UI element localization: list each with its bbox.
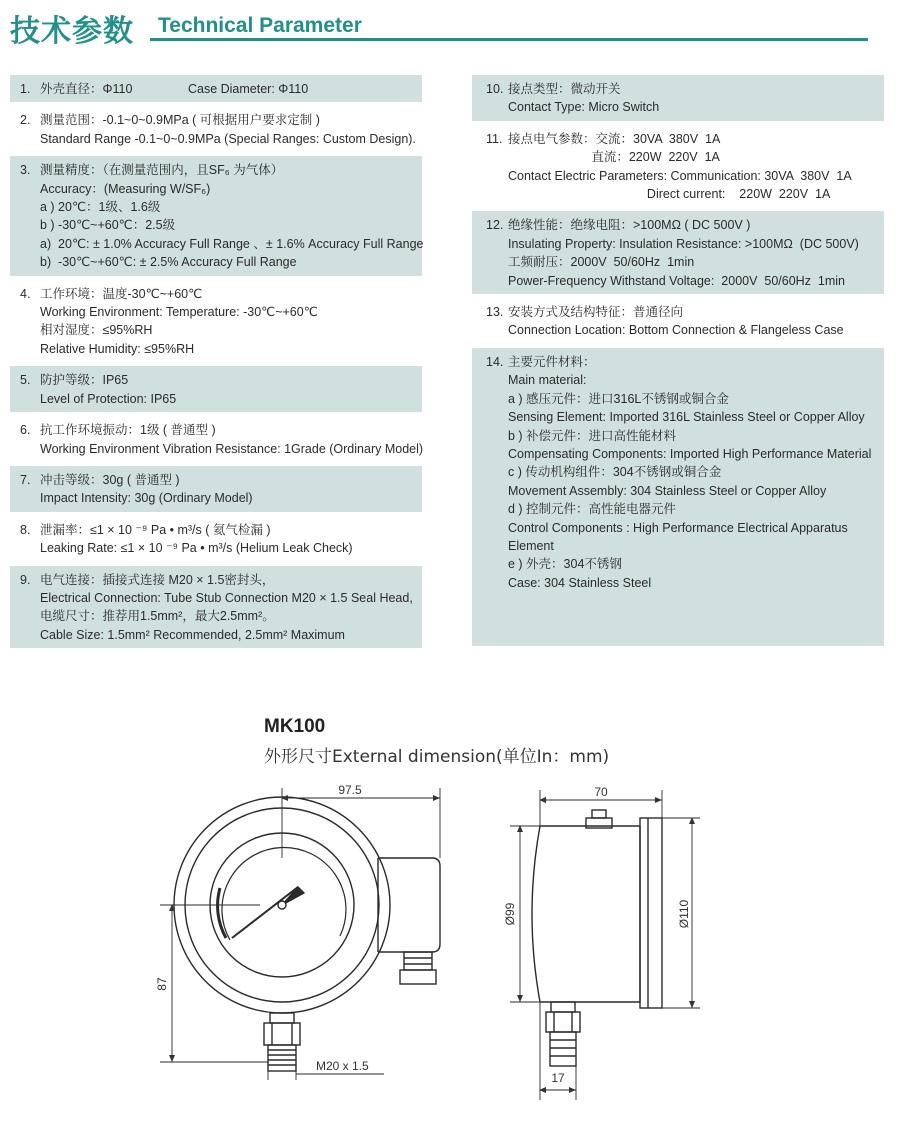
model-title: MK100 <box>264 716 326 737</box>
spec-item <box>472 348 884 646</box>
spec-item-line: b ) -30℃~+60℃：2.5级 <box>40 218 176 233</box>
dim-stem-label: 17 <box>551 1071 565 1085</box>
spec-item-line: b ) 补偿元件：进口高性能材料 <box>508 428 677 443</box>
spec-column-right <box>472 75 884 650</box>
header-title-en: Technical Parameter <box>158 14 362 37</box>
spec-item-number: 4. <box>20 286 31 301</box>
front-view-gauge <box>174 797 440 1071</box>
spec-item-line: 接点电气参数：交流：30VA 380V 1A <box>508 131 721 146</box>
spec-item <box>10 75 422 102</box>
spec-item-line: Control Components : High Performance Electrical Apparatus <box>508 520 848 535</box>
spec-item-number: 10. <box>486 82 504 96</box>
spec-item-number: 9. <box>20 572 31 587</box>
spec-item-line: 外壳直径：Φ110 Case Diameter: Φ110 <box>40 82 309 96</box>
spec-item-number: 2. <box>20 113 31 128</box>
spec-item <box>10 366 422 412</box>
spec-item-line: Contact Type: Micro Switch <box>508 100 660 115</box>
spec-item <box>10 466 422 512</box>
spec-item-line: Direct current: 220W 220V 1A <box>508 187 831 202</box>
spec-item-line: Compensating Components: Imported High Performance Material <box>508 446 872 461</box>
spec-item-line: 电气连接：插接式连接 M20 × 1.5密封头， <box>40 572 275 587</box>
spec-item-number: 11. <box>486 131 503 146</box>
dim-case-label: Ø99 <box>503 902 517 926</box>
spec-item-line: a ) 20℃：1级、1.6级 <box>40 200 161 215</box>
spec-item-line: Power-Frequency Withstand Voltage: 2000V 50/60Hz 1min <box>508 273 845 288</box>
spec-item-line: 主要元件材料： <box>508 354 596 369</box>
spec-item-line: 工作环境：温度-30℃~+60℃ <box>40 286 203 301</box>
spec-item-line: Main material: <box>508 373 587 388</box>
spec-item <box>10 416 422 462</box>
dim-flange-label: Ø110 <box>677 899 691 929</box>
spec-item-line: b) -30℃~+60℃: ± 2.5% Accuracy Full Range <box>40 255 297 270</box>
spec-item <box>10 516 422 562</box>
spec-item-line: Working Environment Vibration Resistance: 1Grade (Ordinary Model) <box>40 441 424 456</box>
spec-item-number: 6. <box>20 423 31 438</box>
spec-column-left <box>10 75 422 652</box>
front-view-dimensions <box>160 788 440 1080</box>
spec-item-line: 电缆尺寸：推荐用1.5mm²，最大2.5mm²。 <box>40 609 275 624</box>
spec-item-line: Standard Range -0.1~0~0.9MPa (Special Ranges: Custom Design). <box>40 131 416 146</box>
spec-item-line: Cable Size: 1.5mm² Recommended, 2.5mm² Maximum <box>40 627 345 642</box>
spec-item-line: Impact Intensity: 30g (Ordinary Model) <box>40 491 253 506</box>
spec-item-line: Leaking Rate: ≤1 × 10 ⁻⁹ Pa • m³/s (Helium Leak Check) <box>40 541 353 556</box>
spec-item-line: 绝缘性能：绝缘电阻：>100MΩ ( DC 500V ) <box>508 218 751 233</box>
spec-item-line: Electrical Connection: Tube Stub Connection M20 × 1.5 Seal Head, <box>40 590 413 605</box>
spec-item-line: Working Environment: Temperature: -30℃~+60℃ <box>40 305 318 320</box>
spec-item <box>472 298 884 344</box>
dim-width-label: 97.5 <box>338 783 362 797</box>
spec-item-line: Accuracy：(Measuring W/SF₆) <box>40 181 211 196</box>
spec-item-line: 抗工作环境振动：1级 ( 普通型 ) <box>40 423 216 438</box>
spec-item-number: 7. <box>20 472 31 487</box>
header <box>0 0 900 48</box>
spec-item-line: Insulating Property: Insulation Resistance: >100MΩ (DC 500V) <box>508 236 859 251</box>
spec-item <box>472 211 884 294</box>
spec-item-line: e ) 外壳：304不锈钢 <box>508 557 622 572</box>
spec-item-line: Level of Protection: IP65 <box>40 391 177 406</box>
header-underline <box>150 38 868 41</box>
spec-item-number: 13. <box>486 305 504 320</box>
spec-item-line: 测量精度：（在测量范围内，且SF₆ 为气体） <box>40 163 284 178</box>
spec-item <box>10 106 422 152</box>
spec-item-number: 12. <box>486 218 504 233</box>
side-view-dimensions <box>510 790 700 1100</box>
spec-item-line: 工频耐压：2000V 50/60Hz 1min <box>508 255 695 270</box>
dim-depth-label: 70 <box>594 785 608 799</box>
dim-height-label: 87 <box>155 977 169 991</box>
spec-item-line: 测量范围：-0.1~0~0.9MPa ( 可根据用户要求定制 ) <box>40 113 320 128</box>
spec-item-line: Case: 304 Stainless Steel <box>508 575 652 590</box>
spec-item-number: 5. <box>20 373 31 388</box>
spec-item <box>10 156 422 275</box>
spec-item <box>10 566 422 649</box>
spec-item-line: Contact Electric Parameters: Communication: 30VA 380V 1A <box>508 168 852 183</box>
spec-item-line: a) 20℃: ± 1.0% Accuracy Full Range 、± 1.6% Accuracy Full Range <box>40 236 424 251</box>
header-title-cn: 技术参数 <box>10 14 134 49</box>
spec-item <box>472 75 884 121</box>
spec-item-line: 相对湿度：≤95%RH <box>40 323 153 338</box>
spec-item-number: 1. <box>20 82 31 96</box>
spec-item-line: 直流：220W 220V 1A <box>508 150 720 165</box>
spec-item-number: 3. <box>20 163 31 178</box>
spec-item-line: Movement Assembly: 304 Stainless Steel or Copper Alloy <box>508 483 827 498</box>
spec-item-line: d ) 控制元件：高性能电器元件 <box>508 502 677 517</box>
spec-item-line: Relative Humidity: ≤95%RH <box>40 341 195 356</box>
spec-item-line: Element <box>508 538 554 553</box>
spec-item-number: 14. <box>486 354 504 369</box>
spec-item-number: 8. <box>20 522 31 537</box>
spec-item-line: 安装方式及结构特征：普通径向 <box>508 305 684 320</box>
spec-item-line: Sensing Element: Imported 316L Stainless Steel or Copper Alloy <box>508 410 865 425</box>
side-view-gauge <box>532 810 662 1066</box>
spec-item-line: a ) 感压元件：进口316L不锈钢或铜合金 <box>508 391 729 406</box>
spec-item <box>10 280 422 363</box>
spec-item-line: 冲击等级：30g ( 普通型 ) <box>40 472 180 487</box>
dim-thread-label: M20 x 1.5 <box>316 1059 369 1073</box>
spec-item <box>472 125 884 208</box>
spec-item-line: 接点类型：微动开关 <box>508 82 621 96</box>
spec-item-line: Connection Location: Bottom Connection & Flangeless Case <box>508 323 844 338</box>
dimension-subtitle: 外形尺寸External dimension(单位In：mm) <box>264 747 610 767</box>
spec-item-line: c ) 传动机构组件：304不锈钢或铜合金 <box>508 465 722 480</box>
spec-item-line: 泄漏率：≤1 × 10 ⁻⁹ Pa • m³/s ( 氦气检漏 ) <box>40 522 271 537</box>
spec-item-line: 防护等级：IP65 <box>40 373 129 388</box>
